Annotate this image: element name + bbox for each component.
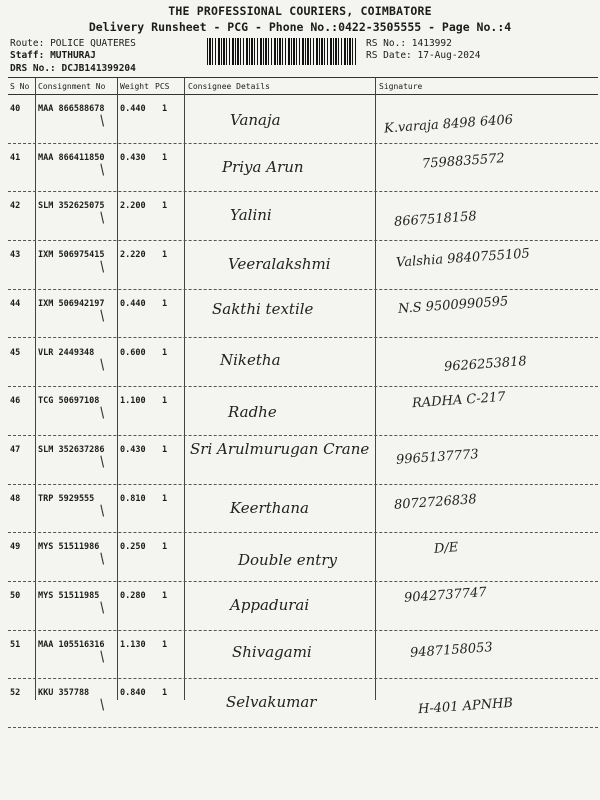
barcode <box>207 38 357 65</box>
sno-cell: 51 <box>10 639 21 650</box>
consignment-cell: MAA 866588678 <box>38 104 105 114</box>
sno-cell: 41 <box>10 152 21 163</box>
consignee-handwritten: Appadurai <box>230 596 310 614</box>
weight-cell: 0.810 <box>120 493 146 504</box>
col-header-pcs: PCS <box>155 82 170 91</box>
signature-handwritten: 9965137773 <box>395 447 480 468</box>
table-row <box>0 290 600 339</box>
table-row <box>0 144 600 193</box>
pcs-cell: 1 <box>162 347 168 358</box>
runsheet-title: THE PROFESSIONAL COURIERS, COIMBATORE <box>168 4 432 18</box>
sno-cell: 47 <box>10 444 21 455</box>
check-mark-icon: / <box>96 697 109 714</box>
signature-handwritten: 8667518158 <box>393 209 478 231</box>
table-row <box>0 533 600 582</box>
consignee-handwritten: Vanaja <box>230 111 281 129</box>
check-mark-icon: / <box>96 453 109 470</box>
consignee-handwritten: Sri Arulmurugan Crane <box>190 439 370 458</box>
pcs-cell: 1 <box>162 639 168 650</box>
pcs-cell: 1 <box>162 298 168 309</box>
pcs-cell: 1 <box>162 201 168 212</box>
consignment-cell: MAA 866411850 <box>38 152 105 163</box>
weight-cell: 2.200 <box>120 201 146 212</box>
pcs-cell: 1 <box>162 104 168 114</box>
sno-cell: 46 <box>10 396 21 407</box>
signature-handwritten: K.varaja 8498 6406 <box>383 112 514 137</box>
col-header-weight: Weight <box>120 82 149 91</box>
pcs-cell: 1 <box>162 493 168 504</box>
pcs-cell: 1 <box>162 688 168 699</box>
check-mark-icon: / <box>96 551 109 568</box>
weight-cell: 0.440 <box>120 298 146 309</box>
check-mark-icon: / <box>96 502 109 519</box>
consignment-cell: IXM 506975415 <box>38 250 105 261</box>
pcs-cell: 1 <box>162 250 168 261</box>
consignee-handwritten: Radhe <box>228 403 277 422</box>
table-row <box>0 582 600 631</box>
col-header-consignee: Consignee Details <box>188 82 270 91</box>
route-line <box>10 38 136 49</box>
consignee-handwritten: Shivagami <box>232 642 312 661</box>
weight-cell: 0.440 <box>120 104 146 114</box>
col-header-consignment: Consignment No <box>38 82 106 91</box>
rs-no-label: RS No.: <box>366 38 407 49</box>
sno-cell: 52 <box>10 688 21 699</box>
consignee-handwritten: Niketha <box>220 350 281 369</box>
check-mark-icon: / <box>96 161 109 178</box>
consignment-cell: SLM 352637286 <box>38 444 105 455</box>
sno-cell: 48 <box>10 493 21 504</box>
table-row <box>0 631 600 680</box>
weight-cell: 0.600 <box>120 347 146 358</box>
pcs-cell: 1 <box>162 591 168 601</box>
rs-no-value: 1413992 <box>411 38 452 49</box>
signature-handwritten: D/E <box>433 540 459 558</box>
signature-handwritten: 9626253818 <box>443 353 528 375</box>
drs-line <box>10 63 136 74</box>
consignment-cell: KKU 357788 <box>38 688 90 699</box>
drs-label: DRS No.: <box>10 63 56 74</box>
consignment-cell: TCG 50697108 <box>38 396 100 407</box>
table-row <box>0 241 600 290</box>
check-mark-icon: / <box>96 112 109 130</box>
sno-cell: 43 <box>10 250 21 261</box>
staff-value: MUTHURAJ <box>50 50 96 61</box>
weight-cell: 1.130 <box>120 639 146 650</box>
rs-date-label: RS Date: <box>366 50 412 61</box>
route-value: POLICE QUATERES <box>50 38 136 49</box>
weight-cell: 0.430 <box>120 444 146 455</box>
signature-handwritten: 8072726838 <box>393 491 478 513</box>
check-mark-icon: / <box>96 405 109 422</box>
check-mark-icon: / <box>96 356 109 373</box>
staff-line <box>10 50 96 61</box>
signature-handwritten: 9487158053 <box>409 639 494 661</box>
sno-cell: 44 <box>10 298 21 309</box>
consignee-handwritten: Sakthi textile <box>212 299 314 318</box>
consignee-handwritten: Keerthana <box>230 498 309 517</box>
rs-no-line <box>366 38 452 49</box>
consignment-cell: MYS 51511985 <box>38 591 100 601</box>
check-mark-icon: / <box>96 210 109 227</box>
signature-handwritten: RADHA C-217 <box>411 389 507 412</box>
pcs-cell: 1 <box>162 152 168 163</box>
table-row <box>0 387 600 436</box>
sno-cell: 49 <box>10 542 21 553</box>
table-top-rule <box>8 77 598 78</box>
check-mark-icon: / <box>96 648 109 665</box>
runsheet-subtitle: Delivery Runsheet - PCG - Phone No.:0422-3505555 - Page No.:4 <box>88 20 512 34</box>
consignee-handwritten: Priya Arun <box>222 157 304 176</box>
sno-cell: 40 <box>10 104 21 114</box>
consignment-cell: IXM 506942197 <box>38 298 105 309</box>
weight-cell: 1.100 <box>120 396 146 407</box>
weight-cell: 0.280 <box>120 591 146 601</box>
sno-cell: 50 <box>10 591 21 601</box>
pcs-cell: 1 <box>162 396 168 407</box>
table-row <box>0 339 600 388</box>
consignee-handwritten: Veeralakshmi <box>228 255 331 274</box>
route-label: Route: <box>10 38 45 49</box>
drs-value: DCJB141399204 <box>61 63 136 74</box>
consignment-cell: SLM 352625075 <box>38 201 105 212</box>
pcs-cell: 1 <box>162 542 168 553</box>
consignment-cell: MAA 105516316 <box>38 639 105 650</box>
signature-handwritten: H-401 APNHB <box>417 696 514 718</box>
consignment-cell: VLR 2449348 <box>38 347 95 358</box>
signature-handwritten: N.S 9500990595 <box>397 293 509 317</box>
consignment-cell: TRP 5929555 <box>38 493 95 504</box>
table-row <box>0 679 600 728</box>
table-row <box>0 436 600 485</box>
col-header-signature: Signature <box>379 82 423 91</box>
consignee-handwritten: Yalini <box>230 206 272 225</box>
signature-handwritten: 9042737747 <box>403 585 488 606</box>
sno-cell: 42 <box>10 201 21 212</box>
col-header-sno: S No <box>10 82 30 91</box>
consignment-cell: MYS 51511986 <box>38 542 100 553</box>
check-mark-icon: / <box>96 258 109 276</box>
row-divider <box>8 727 598 728</box>
rs-date-line <box>366 50 480 61</box>
consignee-handwritten: Double entry <box>238 551 337 570</box>
rs-date-value: 17-Aug-2024 <box>417 50 481 61</box>
consignee-handwritten: Selvakumar <box>226 693 317 712</box>
pcs-cell: 1 <box>162 444 168 455</box>
weight-cell: 0.840 <box>120 688 146 699</box>
weight-cell: 0.430 <box>120 152 146 163</box>
table-row <box>0 192 600 241</box>
sno-cell: 45 <box>10 347 21 358</box>
signature-handwritten: 7598835572 <box>421 150 506 172</box>
check-mark-icon: / <box>96 307 109 324</box>
table-row <box>0 485 600 534</box>
weight-cell: 2.220 <box>120 250 146 261</box>
signature-handwritten: Valshia 9840755105 <box>395 246 531 271</box>
staff-label: Staff: <box>10 50 45 61</box>
table-row <box>0 95 600 144</box>
weight-cell: 0.250 <box>120 542 146 553</box>
check-mark-icon: / <box>96 599 109 617</box>
